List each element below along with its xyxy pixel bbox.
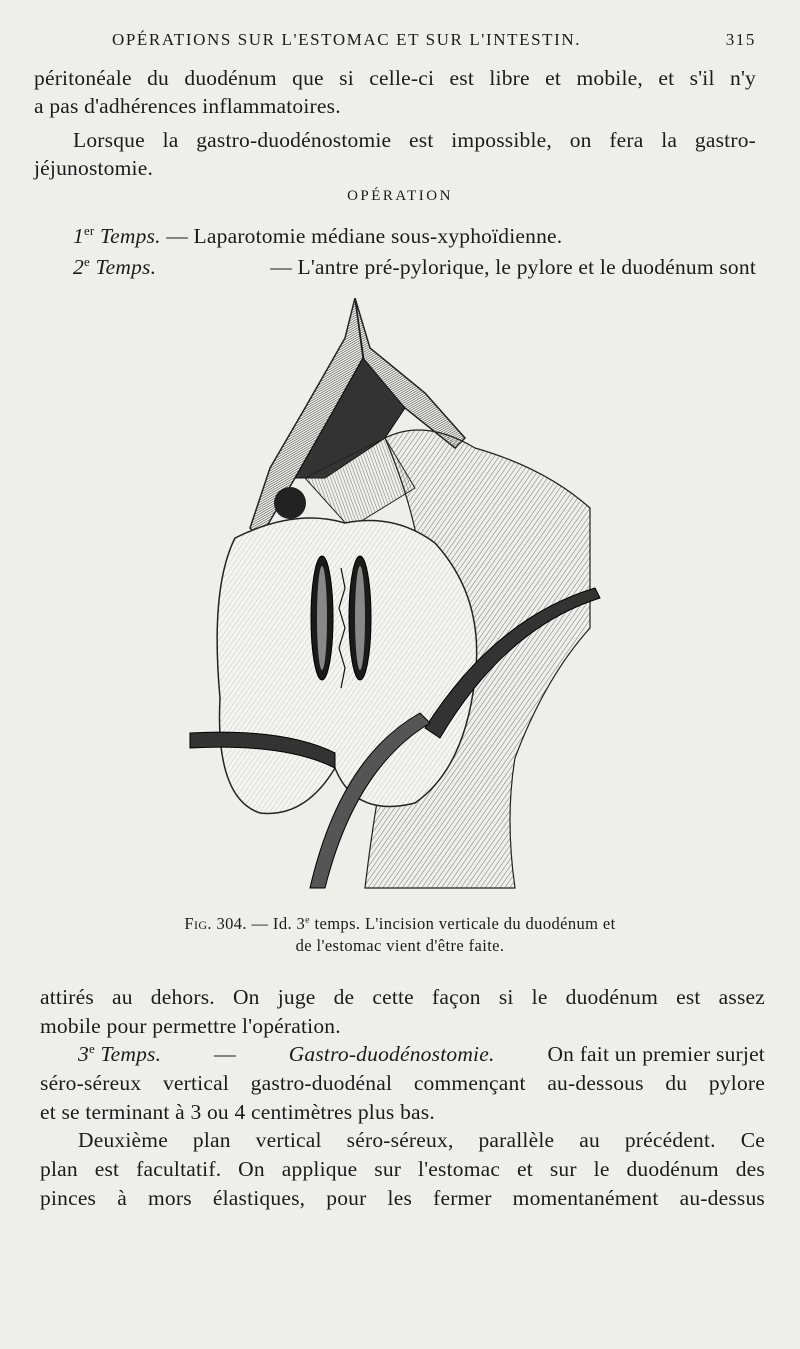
caption-superscript: e bbox=[305, 914, 310, 926]
step-superscript: er bbox=[83, 224, 95, 238]
caption-text-rest: temps. L'incision verticale du duodénum et bbox=[309, 914, 616, 933]
step-number: 3 bbox=[78, 1042, 89, 1067]
figure-caption-line1 bbox=[0, 914, 800, 934]
page-number: 315 bbox=[725, 30, 756, 49]
step-title: Gastro-duodénostomie. bbox=[288, 1042, 495, 1066]
step-dash: — bbox=[214, 1042, 236, 1066]
incision-duodenum-inner bbox=[317, 566, 327, 670]
text-line: Deuxième plan vertical séro-séreux, parallèle au précédent. Ce bbox=[78, 1128, 765, 1152]
surgical-illustration bbox=[185, 298, 610, 898]
incision-stomach-inner bbox=[355, 566, 365, 670]
step-text: On fait un premier surjet bbox=[547, 1042, 765, 1066]
text-line: jéjunostomie. bbox=[34, 156, 154, 180]
step-text: — L'antre pré-pylorique, le pylore et le duodénum sont bbox=[270, 255, 756, 279]
text-line: pinces à mors élastiques, pour les fermer momentanément au-dessus bbox=[40, 1186, 765, 1210]
running-title: OPÉRATIONS SUR L'ESTOMAC ET SUR L'INTESTIN. bbox=[112, 30, 582, 49]
step-superscript: e bbox=[83, 255, 90, 269]
step-number: 1 bbox=[73, 224, 84, 249]
step-line bbox=[73, 255, 756, 280]
running-header bbox=[112, 30, 756, 50]
step-label: Temps. bbox=[99, 224, 161, 249]
text-line: a pas d'adhérences inflammatoires. bbox=[34, 94, 341, 118]
text-line: séro-séreux vertical gastro-duodénal commençant au-dessous du pylore bbox=[40, 1071, 765, 1095]
text-line: mobile pour permettre l'opération. bbox=[40, 1014, 341, 1038]
step-number: 2 bbox=[73, 255, 84, 280]
caption-fig-number: 304. bbox=[216, 914, 247, 933]
figure-caption-line2: de l'estomac vient d'être faite. bbox=[295, 936, 505, 955]
step-line bbox=[78, 1042, 765, 1067]
section-title: OPÉRATION bbox=[347, 188, 453, 204]
duodenum-shading bbox=[217, 518, 477, 813]
caption-fig-label: Fig. bbox=[184, 914, 212, 933]
step-text: — Laparotomie médiane sous-xyphoïdienne. bbox=[166, 224, 563, 249]
step-label: Temps. bbox=[95, 255, 157, 280]
step-label: Temps. bbox=[100, 1042, 162, 1067]
step-line bbox=[73, 224, 562, 249]
text-line: attirés au dehors. On juge de cette façon si le duodénum est assez bbox=[40, 985, 765, 1009]
text-line: et se terminant à 3 ou 4 centimètres plus bas. bbox=[40, 1100, 435, 1124]
caption-text: — Id. 3 bbox=[251, 914, 306, 933]
step-superscript: e bbox=[88, 1042, 95, 1056]
text-line: Lorsque la gastro-duodénostomie est impossible, on fera la gastro- bbox=[73, 128, 756, 152]
text-line: péritonéale du duodénum que si celle-ci est libre et mobile, et s'il n'y bbox=[34, 66, 756, 90]
sphere-structure bbox=[274, 487, 306, 519]
text-line: plan est facultatif. On applique sur l'estomac et sur le duodénum des bbox=[40, 1157, 765, 1181]
